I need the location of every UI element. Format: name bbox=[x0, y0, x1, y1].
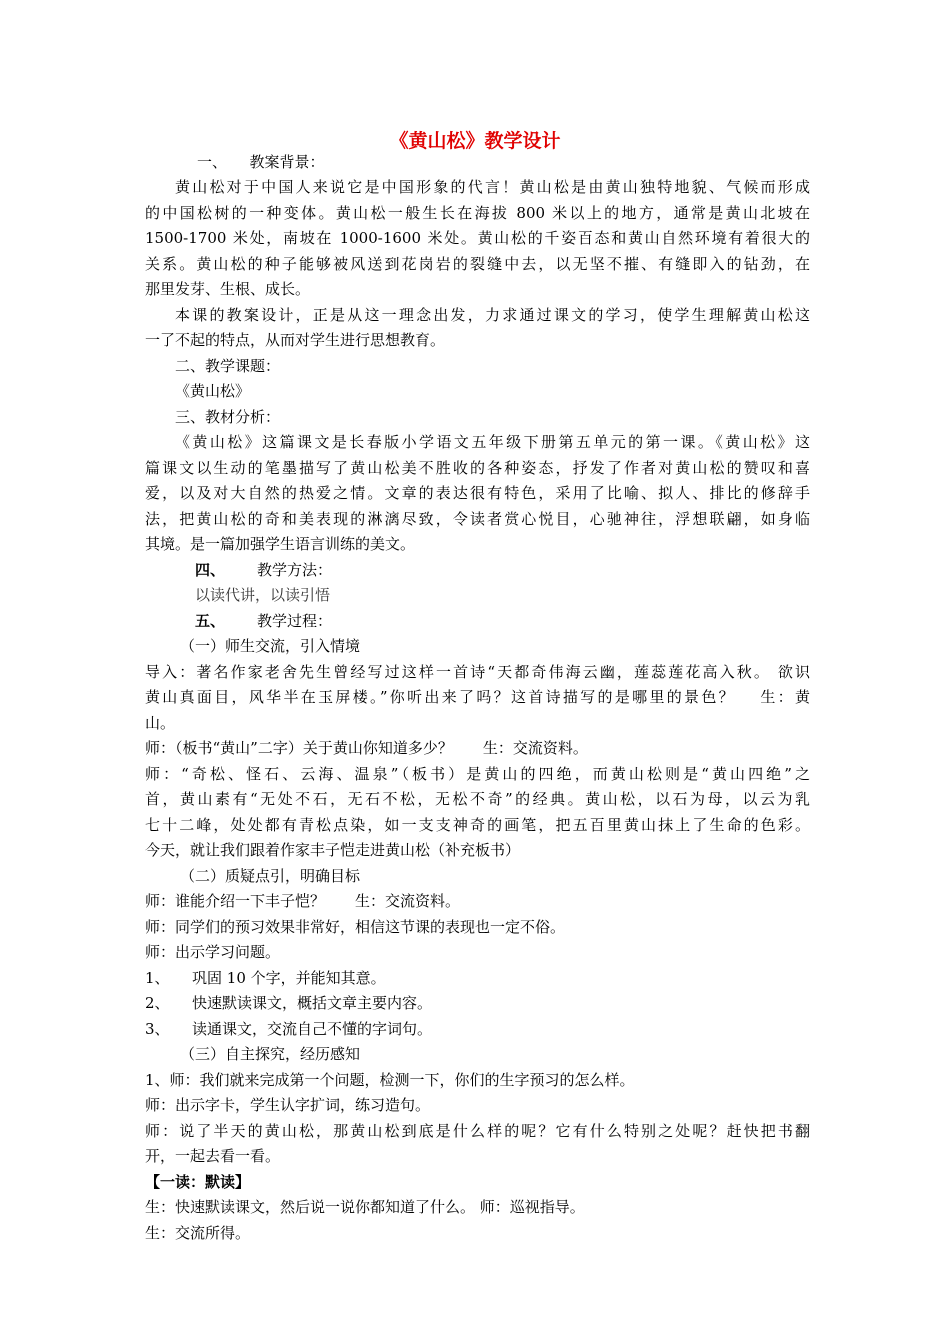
text-line: （三）自主探究，经历感知 bbox=[180, 1045, 361, 1063]
text-line: 1、师：我们就来完成第一个问题，检测一下，你们的生字预习的怎么样。 bbox=[145, 1071, 635, 1089]
text-line: 黄山松对于中国人来说它是中国形象的代言！黄山松是由黄山独特地貌、气候而形成 bbox=[175, 178, 810, 196]
text-line: 师：（板书“黄山”二字）关于黄山你知道多少？ 生：交流资料。 bbox=[145, 739, 588, 757]
text-line: 其境。是一篇加强学生语言训练的美文。 bbox=[145, 535, 416, 553]
text-line: 生：交流所得。 bbox=[145, 1224, 251, 1242]
text-line: 1、 巩固 10 个字，并能知其意。 bbox=[145, 969, 386, 987]
text-line: 五、 bbox=[195, 612, 226, 630]
text-line: 法，把黄山松的奇和美表现的淋漓尽致，令读者赏心悦目，心驰神往，浮想联翩，如身临 bbox=[145, 510, 810, 528]
text-line: （二）质疑点引，明确目标 bbox=[180, 867, 361, 885]
text-line: 师：说了半天的黄山松，那黄山松到底是什么样的呢？它有什么特别之处呢？赶快把书翻 bbox=[145, 1122, 810, 1140]
text-line: 以读代讲，以读引悟 bbox=[195, 586, 331, 604]
text-line: 七十二峰，处处都有青松点染，如一支支神奇的画笔，把五百里黄山抹上了生命的色彩。 bbox=[145, 816, 810, 834]
text-line: 师：出示字卡，学生认字扩词，练习造句。 bbox=[145, 1096, 431, 1114]
text-line: 的中国松树的一种变体。黄山松一般生长在海拔 800 米以上的地方，通常是黄山北坡在 bbox=[145, 204, 810, 222]
text-line: 本课的教案设计，正是从这一理念出发，力求通过课文的学习，使学生理解黄山松这 bbox=[175, 306, 810, 324]
text-line: 关系。黄山松的种子能够被风送到花岗岩的裂缝中去，以无坚不摧、有缝即入的钻劲，在 bbox=[145, 255, 810, 273]
text-line: 一了不起的特点，从而对学生进行思想教育。 bbox=[145, 331, 446, 349]
text-line: 篇课文以生动的笔墨描写了黄山松美不胜收的各种姿态，抒发了作者对黄山松的赞叹和喜 bbox=[145, 459, 810, 477]
text-line: 3、 读通课文，交流自己不懂的字词句。 bbox=[145, 1020, 433, 1038]
text-line: 山。 bbox=[145, 714, 176, 732]
text-line: 师：“奇松、怪石、云海、温泉”（板书）是黄山的四绝，而黄山松则是“黄山四绝”之 bbox=[145, 765, 810, 783]
text-line: 今天，就让我们跟着作家丰子恺走进黄山松（补充板书） bbox=[145, 841, 521, 859]
text-line: 师：同学们的预习效果非常好，相信这节课的表现也一定不俗。 bbox=[145, 918, 566, 936]
text-line: 爱，以及对大自然的热爱之情。文章的表达很有特色，采用了比喻、拟人、排比的修辞手 bbox=[145, 484, 810, 502]
text-line: 首，黄山素有“无处不石，无石不松，无松不奇”的经典。黄山松，以石为母，以云为乳 bbox=[145, 790, 810, 808]
text-line: 三、教材分析： bbox=[175, 408, 281, 426]
text-line: 教学方法： bbox=[257, 561, 333, 579]
text-line: 导入：著名作家老舍先生曾经写过这样一首诗“天都奇伟海云幽，莲蕊莲花高入秋。 欲识 bbox=[145, 663, 810, 681]
text-line: 黄山真面目，风华半在玉屏楼。”你听出来了吗？这首诗描写的是哪里的景色？ 生：黄 bbox=[145, 688, 810, 706]
text-line: 《黄山松》这篇课文是长春版小学语文五年级下册第五单元的第一课。《黄山松》这 bbox=[175, 433, 810, 451]
text-line: 开，一起去看一看。 bbox=[145, 1147, 281, 1165]
text-line: 1500-1700 米处，南坡在 1000-1600 米处。黄山松的千姿百态和黄山自然环境有着很大的 bbox=[145, 229, 810, 247]
document-title: 《黄山松》教学设计 bbox=[389, 130, 561, 152]
text-line: 《黄山松》 bbox=[175, 382, 251, 400]
text-line: 师：出示学习问题。 bbox=[145, 943, 281, 961]
text-line: 那里发芽、生根、成长。 bbox=[145, 280, 311, 298]
text-line: 一、 教案背景： bbox=[197, 153, 325, 171]
text-line: 2、 快速默读课文，概括文章主要内容。 bbox=[145, 994, 433, 1012]
text-line: 生：快速默读课文，然后说一说你都知道了什么。 师：巡视指导。 bbox=[145, 1198, 585, 1216]
text-line: （一）师生交流，引入情境 bbox=[180, 637, 361, 655]
text-line: 二、教学课题： bbox=[175, 357, 281, 375]
text-line: 【一读：默读】 bbox=[145, 1173, 251, 1191]
text-line: 师：谁能介绍一下丰子恺？ 生：交流资料。 bbox=[145, 892, 461, 910]
text-line: 教学过程： bbox=[257, 612, 333, 630]
text-line: 四、 bbox=[195, 561, 226, 579]
